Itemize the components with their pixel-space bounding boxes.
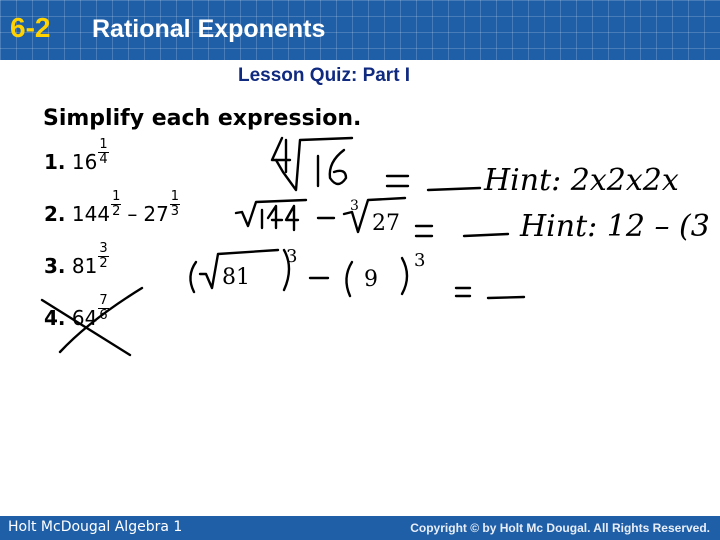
work-root-index-3: 3 <box>350 198 359 214</box>
hint-1: Hint: 2x2x2x <box>484 163 679 198</box>
minus-operator: – <box>127 202 138 226</box>
numerator: 3 <box>99 241 108 256</box>
denominator: 2 <box>112 204 121 219</box>
numerator: 1 <box>99 137 108 152</box>
numerator: 7 <box>99 293 108 308</box>
problem-number: 4. <box>44 306 66 330</box>
base-1: 144 <box>71 202 111 226</box>
numerator: 1 <box>112 189 121 204</box>
denominator: 3 <box>170 204 180 219</box>
denominator: 4 <box>99 152 108 167</box>
quiz-subtitle: Lesson Quiz: Part I <box>238 65 411 86</box>
digits-144 <box>262 206 298 230</box>
footer-book-title: Holt McDougal Algebra 1 <box>8 519 183 535</box>
equals-3 <box>456 288 470 296</box>
problem-number: 2. <box>44 202 66 226</box>
answer-blank-2 <box>464 234 508 236</box>
paren-close-3b <box>402 258 407 294</box>
footer-copyright: Copyright © by Holt Mc Dougal. All Rights Reserved. <box>410 521 710 535</box>
denominator: 2 <box>99 256 108 271</box>
paren-open-3a <box>190 262 196 292</box>
lesson-number: 6-2 <box>10 12 51 43</box>
base: 81 <box>71 254 98 278</box>
work-power-3a: 3 <box>286 246 298 267</box>
equals-2 <box>416 226 432 236</box>
digits-16 <box>318 150 346 186</box>
base: 16 <box>71 150 98 174</box>
work-digits-9: 9 <box>364 267 378 292</box>
problem-number: 1. <box>44 150 66 174</box>
base-2: 27 <box>143 202 169 226</box>
equals-1 <box>387 176 408 186</box>
problem-number: 3. <box>44 254 66 278</box>
answer-blank-3 <box>488 297 524 298</box>
work-digits-81: 81 <box>222 265 250 290</box>
work-digits-27: 27 <box>372 211 400 236</box>
work-power-3b: 3 <box>414 250 426 271</box>
paren-open-3b <box>346 262 352 296</box>
hint-2: Hint: 12 – (3 <box>520 209 710 244</box>
footer-bar <box>0 516 720 540</box>
instruction-text: Simplify each expression. <box>43 106 362 131</box>
denominator: 6 <box>99 308 108 323</box>
numerator: 1 <box>170 189 180 204</box>
lesson-title: Rational Exponents <box>92 15 326 43</box>
base: 64 <box>71 306 98 330</box>
answer-blank-1 <box>428 188 480 190</box>
